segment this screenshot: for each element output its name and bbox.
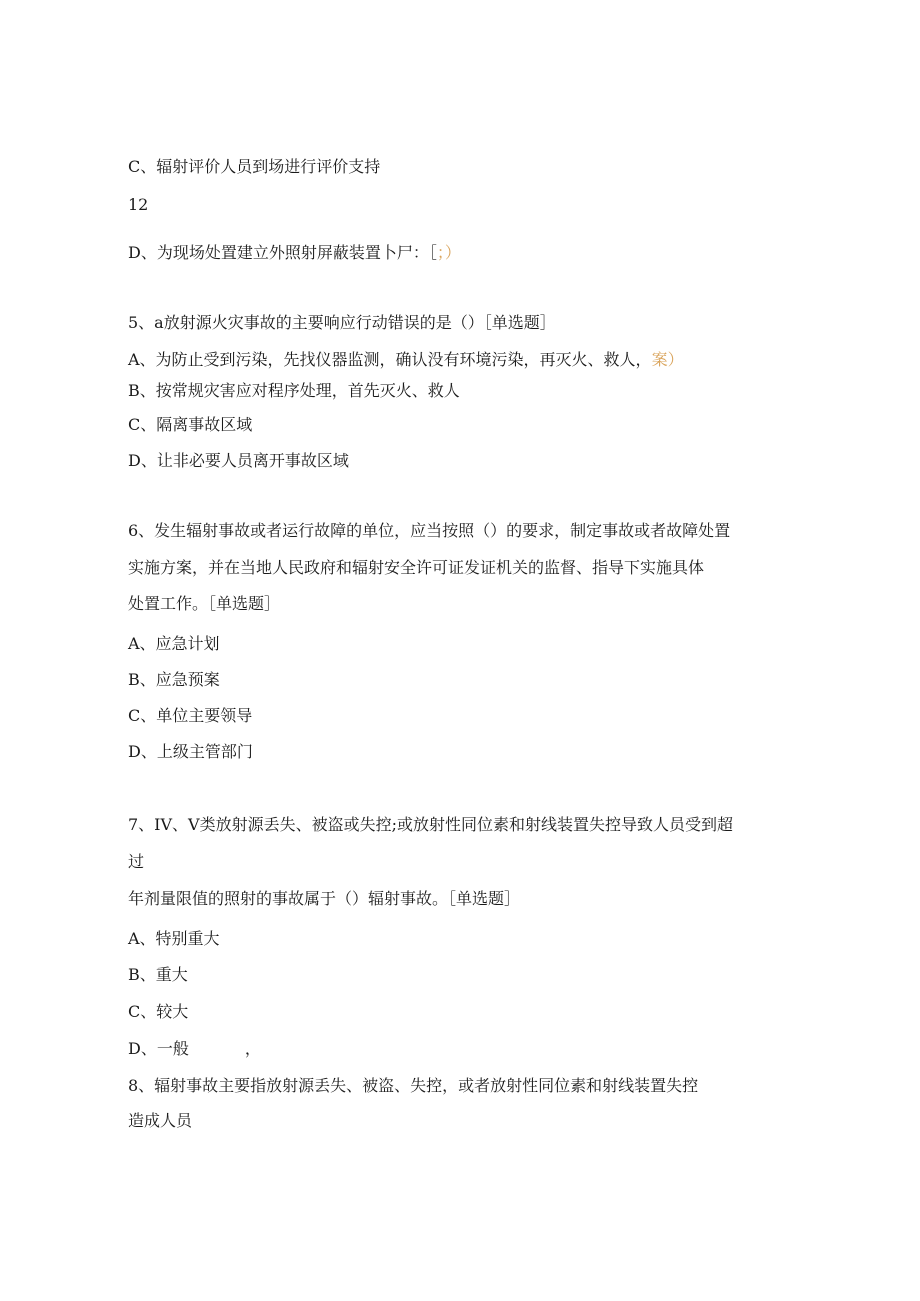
prev-option-d [128, 243, 461, 263]
prev-option-c: C、辐射评价人员到场进行评价支持 [128, 157, 381, 176]
q7-stem-line2: 过 [128, 852, 145, 871]
q6-option-a: A、应急计划 [128, 634, 220, 653]
q5-option-c: C、隔离事故区域 [128, 415, 253, 434]
q6-option-c: C、单位主要领导 [128, 706, 253, 725]
prev-option-d-text: D、为现场处置建立外照射屏蔽装置卜尸：［ [128, 243, 437, 262]
q5-option-a [128, 350, 684, 370]
q5-option-d: D、让非必要人员离开事故区域 [128, 451, 349, 470]
q7-option-d-mark: ， [244, 1039, 261, 1058]
q7-option-c: C、较大 [128, 1002, 189, 1021]
prev-option-d-tail: ；） [436, 243, 461, 262]
q6-stem-line2: 实施方案，并在当地人民政府和辐射安全许可证发证机关的监督、指导下实施具体 [128, 558, 705, 577]
q6-stem-line3: 处置工作。［单选题］ [128, 594, 281, 613]
q6-option-b: B、应急预案 [128, 670, 220, 689]
q6-stem-line1: 6、发生辐射事故或者运行故障的单位，应当按照（）的要求，制定事故或者故障处置 [128, 521, 731, 540]
q7-stem-line1: 7、IV、V类放射源丢失、被盗或失控;或放射性同位素和射线装置失控导致人员受到超 [128, 815, 734, 834]
q5-option-b: B、按常规灾害应对程序处理，首先灭火、救人 [128, 381, 460, 400]
q7-option-b: B、重大 [128, 965, 188, 984]
q5-option-a-text: A、为防止受到污染，先找仪器监测，确认没有环境污染，再灭火、救人， [128, 350, 652, 369]
q6-option-d: D、上级主管部门 [128, 742, 253, 761]
q7-option-a: A、特别重大 [128, 929, 220, 948]
q7-stem-line3: 年剂量限值的照射的事故属于（）辐射事故。［单选题］ [128, 889, 521, 908]
page-number: 12 [128, 195, 149, 214]
q8-stem-line2: 造成人员 [128, 1111, 193, 1130]
q8-stem-line1: 8、辐射事故主要指放射源丢失、被盗、失控，或者放射性同位素和射线装置失控 [128, 1076, 699, 1095]
q5-answer-mark: 案） [651, 350, 684, 369]
q7-option-d [128, 1039, 261, 1059]
q5-stem: 5、a放射源火灾事故的主要响应行动错误的是（）［单选题］ [128, 313, 556, 332]
q7-option-d-text: D、一般 [128, 1039, 189, 1058]
